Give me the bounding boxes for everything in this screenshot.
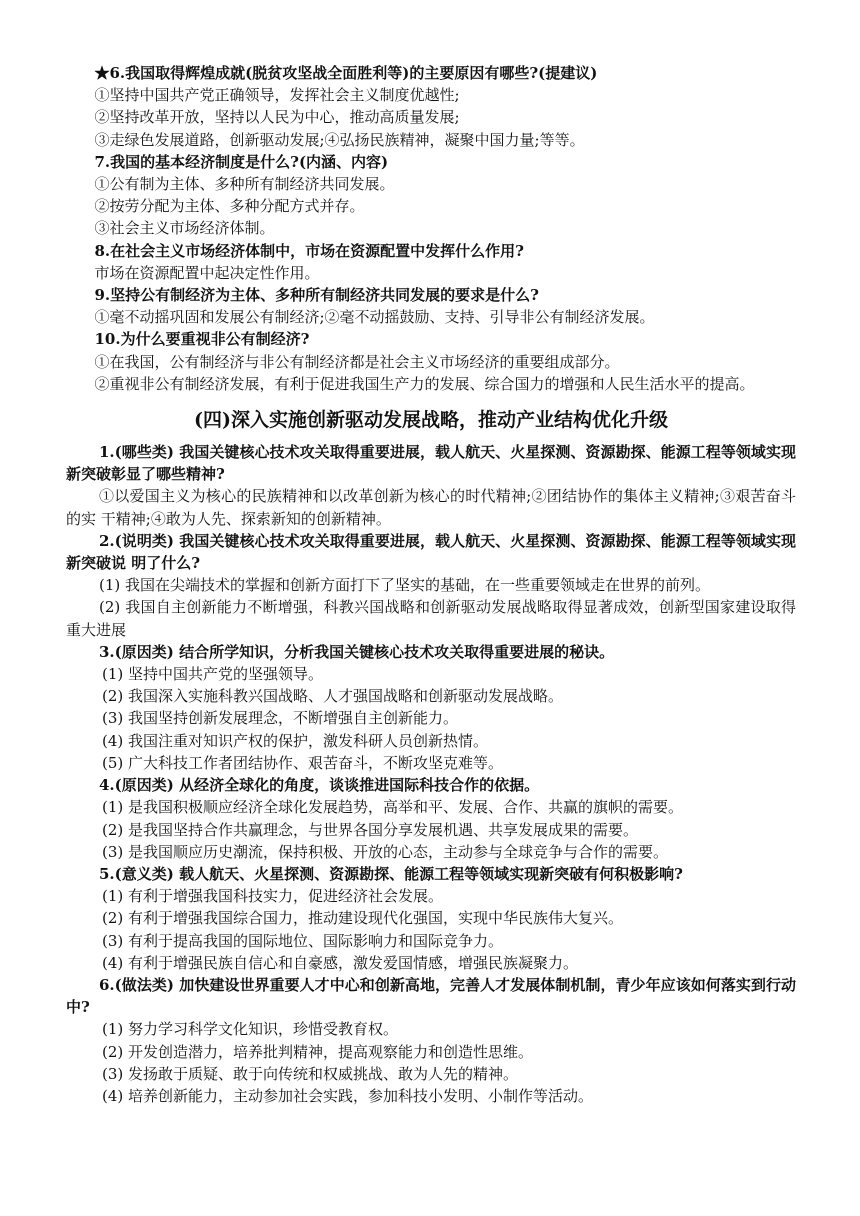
answer-item: (2) 我国深入实施科教兴国战略、人才强国战略和创新驱动发展战略。 — [102, 687, 564, 706]
answer-line: ①坚持中国共产党正确领导，发挥社会主义制度优越性; — [94, 86, 460, 105]
question-title: 6.(做法类) 加快建设世界重要人才中心和创新高地，完善人才发展体制机制，青少年应该如何落实到行动中? — [66, 975, 796, 1017]
question-title: 9.坚持公有制经济为主体、多种所有制经济共同发展的要求是什么? — [94, 286, 539, 305]
answer-line: ②坚持改革开放，坚持以人民为中心，推动高质量发展; — [94, 108, 460, 127]
answer-item: (3) 是我国顺应历史潮流，保持积极、开放的心态，主动参与全球竞争与合作的需要。 — [102, 842, 669, 861]
answer-item: (2) 我国自主创新能力不断增强，科教兴国战略和创新驱动发展战略取得显著成效，创新型国家建设取得重大进展 — [66, 598, 796, 639]
answer-line: ①在我国，公有制经济与非公有制经济都是社会主义市场经济的重要组成部分。 — [94, 352, 620, 371]
answer-item: (2) 有利于增强我国综合国力，推动建设现代化强国，实现中华民族伟大复兴。 — [102, 909, 624, 928]
question-title: 3.(原因类) 结合所学知识，分析我国关键核心技术攻关取得重要进展的秘诀。 — [99, 642, 615, 661]
answer-item: (2) 是我国坚持合作共赢理念，与世界各国分享发展机遇、共享发展成果的需要。 — [102, 820, 639, 839]
question-title: 1.(哪些类) 我国关键核心技术攻关取得重要进展，载人航天、火星探测、资源勘探、能源工程等领域实现新突破彰显了哪些精神? — [66, 443, 796, 484]
question-title: 4.(原因类) 从经济全球化的角度，谈谈推进国际科技合作的依据。 — [99, 776, 540, 795]
answer-item: (1) 我国在尖端技术的掌握和创新方面打下了坚实的基础，在一些重要领域走在世界的前列。 — [99, 576, 711, 595]
question-title: 5.(意义类) 载人航天、火星探测、资源勘探、能源工程等领域实现新突破有何积极影响? — [99, 864, 683, 883]
answer-item: (3) 有利于提高我国的国际地位、国际影响力和国际竞争力。 — [102, 931, 504, 950]
answer-paragraph: ②重视非公有制经济发展，有利于促进我国生产力的发展、综合国力的增强和人民生活水平的提高。 — [94, 374, 755, 393]
answer-line: ②按劳分配为主体、多种分配方式并存。 — [94, 197, 365, 216]
question-title: ★6.我国取得辉煌成就(脱贫攻坚战全面胜利等)的主要原因有哪些?(提建议) — [94, 64, 598, 82]
answer-item: (3) 我国坚持创新发展理念，不断增强自主创新能力。 — [102, 709, 459, 728]
section-heading: (四)深入实施创新驱动发展战略，推动产业结构优化升级 — [194, 409, 668, 432]
answer-line: ③走绿色发展道路，创新驱动发展;④弘扬民族精神，凝聚中国力量;等等。 — [94, 130, 585, 149]
answer-line: ①毫不动摇巩固和发展公有制经济;②毫不动摇鼓励、支持、引导非公有制经济发展。 — [94, 308, 655, 327]
answer-paragraph: ①以爱国主义为核心的民族精神和以改革创新为核心的时代精神;②团结协作的集体主义精神;③艰苦奋斗的实 干精神;④敢为人先、探索新知的创新精神。 — [66, 487, 796, 528]
answer-item: (2) 开发创造潜力，培养批判精神，提高观察能力和创造性思维。 — [102, 1042, 534, 1061]
answer-line: ③社会主义市场经济体制。 — [94, 219, 275, 238]
answer-item: (3) 发扬敢于质疑、敢于向传统和权威挑战、敢为人先的精神。 — [102, 1064, 519, 1083]
answer-line: 市场在资源配置中起决定性作用。 — [94, 263, 320, 282]
answer-item: (1) 有利于增强我国科技实力，促进经济社会发展。 — [102, 887, 444, 906]
question-title: 8.在社会主义市场经济体制中，市场在资源配置中发挥什么作用? — [94, 241, 524, 260]
question-title: 7.我国的基本经济制度是什么?(内涵、内容) — [94, 152, 389, 171]
answer-item: (4) 我国注重对知识产权的保护，激发科研人员创新热情。 — [102, 731, 489, 750]
answer-item: (4) 培养创新能力，主动参加社会实践，参加科技小发明、小制作等活动。 — [102, 1086, 594, 1105]
answer-item: (1) 是我国积极顺应经济全球化发展趋势，高举和平、发展、合作、共赢的旗帜的需要。 — [102, 798, 684, 817]
answer-item: (1) 坚持中国共产党的坚强领导。 — [102, 665, 324, 684]
answer-item: (5) 广大科技工作者团结协作、艰苦奋斗，不断攻坚克难等。 — [102, 753, 504, 772]
question-title: 2.(说明类) 我国关键核心技术攻关取得重要进展，载人航天、火星探测、资源勘探、能源工程等领域实现新突破说 明了什么? — [66, 531, 796, 573]
document-page — [66, 62, 796, 1107]
question-title: 10.为什么要重视非公有制经济? — [94, 330, 310, 349]
answer-item: (1) 努力学习科学文化知识，珍惜受教育权。 — [102, 1020, 399, 1039]
answer-item: (4) 有利于增强民族自信心和自豪感，激发爱国情感，增强民族凝聚力。 — [102, 953, 579, 972]
answer-line: ①公有制为主体、多种所有制经济共同发展。 — [94, 175, 395, 194]
